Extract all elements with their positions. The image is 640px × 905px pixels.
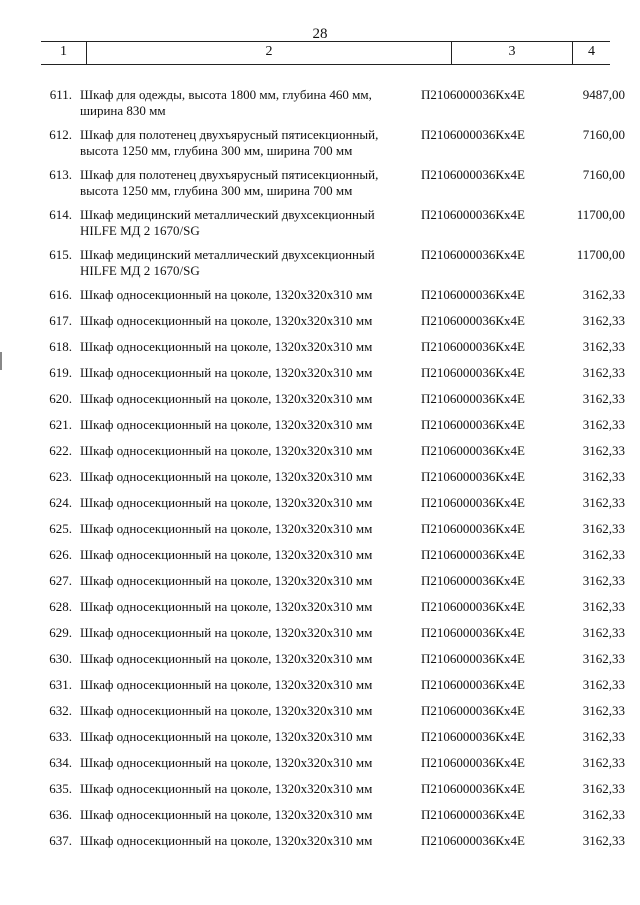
row-number: 627. xyxy=(49,573,72,588)
row-item-name xyxy=(80,833,410,849)
row-price: 3162,33 xyxy=(582,365,625,380)
row-code: П2106000036Кх4Е xyxy=(421,207,525,222)
table-row xyxy=(0,573,640,589)
row-code: П2106000036Кх4Е xyxy=(421,87,525,102)
row-item-name-line: HILFE МД 2 1670/SG xyxy=(80,263,200,278)
row-code: П2106000036Кх4Е xyxy=(421,781,525,796)
row-item-name-line: Шкаф односекционный на цоколе, 1320х320х310 мм xyxy=(80,391,373,406)
row-code: П2106000036Кх4Е xyxy=(421,599,525,614)
row-item-name xyxy=(80,781,410,797)
row-code: П2106000036Кх4Е xyxy=(421,495,525,510)
row-item-name-line: Шкаф односекционный на цоколе, 1320х320х310 мм xyxy=(80,495,373,510)
row-code: П2106000036Кх4Е xyxy=(421,247,525,262)
row-item-name xyxy=(80,469,410,485)
row-number: 635. xyxy=(49,781,72,796)
row-code: П2106000036Кх4Е xyxy=(421,313,525,328)
row-item-name-line: Шкаф односекционный на цоколе, 1320х320х310 мм xyxy=(80,547,373,562)
row-item-name-line: Шкаф для полотенец двухъярусный пятисекционный, xyxy=(80,167,379,182)
row-price: 11700,00 xyxy=(576,247,625,262)
row-price: 3162,33 xyxy=(582,469,625,484)
row-item-name-line: Шкаф односекционный на цоколе, 1320х320х310 мм xyxy=(80,417,373,432)
header-col-1: 1 xyxy=(41,42,87,64)
row-number: 613. xyxy=(49,167,72,182)
row-number: 612. xyxy=(49,127,72,142)
table-row xyxy=(0,677,640,693)
row-item-name xyxy=(80,247,410,279)
row-price: 3162,33 xyxy=(582,521,625,536)
row-number: 631. xyxy=(49,677,72,692)
table-header xyxy=(41,41,610,65)
row-item-name-line: высота 1250 мм, глубина 300 мм, ширина 700 мм xyxy=(80,183,353,198)
row-code: П2106000036Кх4Е xyxy=(421,573,525,588)
row-number: 619. xyxy=(49,365,72,380)
row-price: 3162,33 xyxy=(582,495,625,510)
row-code: П2106000036Кх4Е xyxy=(421,677,525,692)
row-code: П2106000036Кх4Е xyxy=(421,287,525,302)
row-item-name xyxy=(80,391,410,407)
row-price: 3162,33 xyxy=(582,703,625,718)
table-row xyxy=(0,781,640,797)
row-item-name-line: Шкаф односекционный на цоколе, 1320х320х310 мм xyxy=(80,339,373,354)
row-code: П2106000036Кх4Е xyxy=(421,729,525,744)
row-price: 11700,00 xyxy=(576,207,625,222)
table-row xyxy=(0,417,640,433)
row-number: 628. xyxy=(49,599,72,614)
row-price: 3162,33 xyxy=(582,807,625,822)
header-col-3: 3 xyxy=(452,42,573,64)
row-price: 3162,33 xyxy=(582,729,625,744)
row-code: П2106000036Кх4Е xyxy=(421,833,525,848)
row-item-name xyxy=(80,417,410,433)
row-price: 3162,33 xyxy=(582,677,625,692)
row-number: 625. xyxy=(49,521,72,536)
table-row xyxy=(0,807,640,823)
row-price: 3162,33 xyxy=(582,781,625,796)
row-number: 614. xyxy=(49,207,72,222)
row-item-name-line: Шкаф для одежды, высота 1800 мм, глубина 460 мм, xyxy=(80,87,372,102)
row-price: 3162,33 xyxy=(582,625,625,640)
row-price: 3162,33 xyxy=(582,313,625,328)
row-code: П2106000036Кх4Е xyxy=(421,521,525,536)
table-row xyxy=(0,729,640,745)
row-number: 636. xyxy=(49,807,72,822)
row-price: 3162,33 xyxy=(582,391,625,406)
row-item-name xyxy=(80,599,410,615)
row-item-name-line: Шкаф односекционный на цоколе, 1320х320х310 мм xyxy=(80,703,373,718)
row-item-name-line: Шкаф односекционный на цоколе, 1320х320х310 мм xyxy=(80,521,373,536)
row-number: 629. xyxy=(49,625,72,640)
row-item-name-line: Шкаф медицинский металлический двухсекционный xyxy=(80,247,375,262)
row-item-name-line: Шкаф односекционный на цоколе, 1320х320х310 мм xyxy=(80,651,373,666)
row-item-name xyxy=(80,573,410,589)
table-row xyxy=(0,625,640,641)
table-row xyxy=(0,339,640,355)
row-code: П2106000036Кх4Е xyxy=(421,547,525,562)
row-item-name xyxy=(80,625,410,641)
row-item-name xyxy=(80,87,410,119)
row-item-name-line: Шкаф односекционный на цоколе, 1320х320х310 мм xyxy=(80,625,373,640)
row-price: 3162,33 xyxy=(582,417,625,432)
row-price: 3162,33 xyxy=(582,339,625,354)
row-number: 615. xyxy=(49,247,72,262)
row-item-name-line: высота 1250 мм, глубина 300 мм, ширина 700 мм xyxy=(80,143,353,158)
table-row xyxy=(0,703,640,719)
row-number: 637. xyxy=(49,833,72,848)
row-number: 618. xyxy=(49,339,72,354)
row-price: 7160,00 xyxy=(582,127,625,142)
table-row xyxy=(0,469,640,485)
row-item-name-line: Шкаф односекционный на цоколе, 1320х320х310 мм xyxy=(80,599,373,614)
row-number: 611. xyxy=(49,87,72,102)
row-item-name-line: Шкаф односекционный на цоколе, 1320х320х310 мм xyxy=(80,469,373,484)
row-number: 626. xyxy=(49,547,72,562)
row-item-name xyxy=(80,313,410,329)
table-row xyxy=(0,521,640,537)
row-item-name-line: Шкаф односекционный на цоколе, 1320х320х310 мм xyxy=(80,365,373,380)
table-row xyxy=(0,391,640,407)
row-code: П2106000036Кх4Е xyxy=(421,167,525,182)
row-price: 9487,00 xyxy=(582,87,625,102)
row-item-name xyxy=(80,167,410,199)
row-item-name-line: HILFE МД 2 1670/SG xyxy=(80,223,200,238)
row-item-name xyxy=(80,755,410,771)
row-code: П2106000036Кх4Е xyxy=(421,651,525,666)
row-code: П2106000036Кх4Е xyxy=(421,807,525,822)
row-price: 3162,33 xyxy=(582,651,625,666)
row-number: 622. xyxy=(49,443,72,458)
row-code: П2106000036Кх4Е xyxy=(421,625,525,640)
table-row xyxy=(0,599,640,615)
row-item-name-line: Шкаф односекционный на цоколе, 1320х320х310 мм xyxy=(80,443,373,458)
row-number: 630. xyxy=(49,651,72,666)
row-item-name xyxy=(80,495,410,511)
row-number: 621. xyxy=(49,417,72,432)
table-row xyxy=(0,443,640,459)
row-item-name-line: Шкаф односекционный на цоколе, 1320х320х310 мм xyxy=(80,573,373,588)
table-row xyxy=(0,87,640,119)
row-number: 634. xyxy=(49,755,72,770)
row-code: П2106000036Кх4Е xyxy=(421,417,525,432)
row-code: П2106000036Кх4Е xyxy=(421,703,525,718)
row-price: 7160,00 xyxy=(582,167,625,182)
row-item-name-line: Шкаф односекционный на цоколе, 1320х320х310 мм xyxy=(80,807,373,822)
row-number: 624. xyxy=(49,495,72,510)
table-row xyxy=(0,247,640,279)
table-row xyxy=(0,365,640,381)
header-col-4: 4 xyxy=(588,44,595,59)
table-row xyxy=(0,547,640,563)
row-price: 3162,33 xyxy=(582,599,625,614)
row-code: П2106000036Кх4Е xyxy=(421,755,525,770)
row-item-name xyxy=(80,365,410,381)
row-price: 3162,33 xyxy=(582,755,625,770)
row-item-name xyxy=(80,729,410,745)
row-item-name xyxy=(80,677,410,693)
page-number: 28 xyxy=(312,26,328,42)
row-item-name xyxy=(80,207,410,239)
row-item-name xyxy=(80,651,410,667)
table-row xyxy=(0,495,640,511)
row-number: 617. xyxy=(49,313,72,328)
row-price: 3162,33 xyxy=(582,833,625,848)
row-item-name xyxy=(80,703,410,719)
row-number: 623. xyxy=(49,469,72,484)
row-item-name xyxy=(80,807,410,823)
row-price: 3162,33 xyxy=(582,573,625,588)
row-code: П2106000036Кх4Е xyxy=(421,365,525,380)
table-body xyxy=(0,87,640,859)
row-item-name-line: Шкаф для полотенец двухъярусный пятисекционный, xyxy=(80,127,379,142)
row-item-name xyxy=(80,339,410,355)
row-code: П2106000036Кх4Е xyxy=(421,443,525,458)
row-code: П2106000036Кх4Е xyxy=(421,127,525,142)
row-item-name-line: Шкаф односекционный на цоколе, 1320х320х310 мм xyxy=(80,287,373,302)
row-code: П2106000036Кх4Е xyxy=(421,469,525,484)
table-row xyxy=(0,207,640,239)
row-item-name-line: Шкаф медицинский металлический двухсекционный xyxy=(80,207,375,222)
table-row xyxy=(0,833,640,849)
row-item-name-line: Шкаф односекционный на цоколе, 1320х320х310 мм xyxy=(80,677,373,692)
row-price: 3162,33 xyxy=(582,287,625,302)
row-item-name-line: Шкаф односекционный на цоколе, 1320х320х310 мм xyxy=(80,781,373,796)
row-item-name-line: Шкаф односекционный на цоколе, 1320х320х310 мм xyxy=(80,755,373,770)
row-item-name xyxy=(80,287,410,303)
row-item-name-line: Шкаф односекционный на цоколе, 1320х320х310 мм xyxy=(80,729,373,744)
row-item-name-line: ширина 830 мм xyxy=(80,103,166,118)
table-row xyxy=(0,755,640,771)
row-item-name-line: Шкаф односекционный на цоколе, 1320х320х310 мм xyxy=(80,313,373,328)
row-number: 632. xyxy=(49,703,72,718)
table-row xyxy=(0,287,640,303)
row-number: 620. xyxy=(49,391,72,406)
header-col-2: 2 xyxy=(87,42,452,64)
row-number: 633. xyxy=(49,729,72,744)
row-price: 3162,33 xyxy=(582,443,625,458)
row-item-name xyxy=(80,521,410,537)
row-item-name xyxy=(80,547,410,563)
row-code: П2106000036Кх4Е xyxy=(421,339,525,354)
row-item-name xyxy=(80,127,410,159)
table-row xyxy=(0,127,640,159)
row-item-name-line: Шкаф односекционный на цоколе, 1320х320х310 мм xyxy=(80,833,373,848)
row-item-name xyxy=(80,443,410,459)
row-number: 616. xyxy=(49,287,72,302)
row-code: П2106000036Кх4Е xyxy=(421,391,525,406)
table-row xyxy=(0,167,640,199)
table-row xyxy=(0,313,640,329)
table-row xyxy=(0,651,640,667)
row-price: 3162,33 xyxy=(582,547,625,562)
